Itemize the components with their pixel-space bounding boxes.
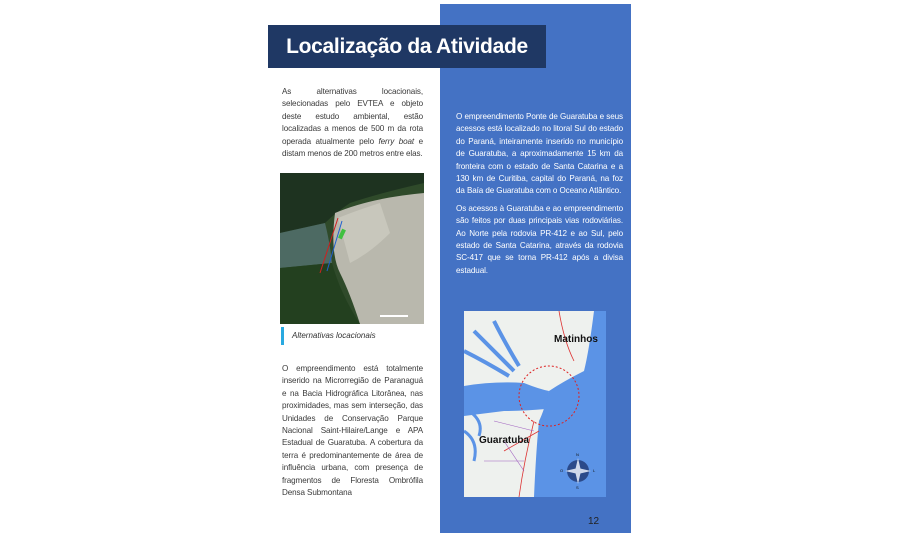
- compass-n: N: [576, 452, 579, 457]
- right-text: [456, 111, 623, 282]
- intro-text-end: e distam menos de 200 metros entre elas.: [282, 136, 423, 159]
- intro-italic: ferry boat: [378, 136, 415, 146]
- compass-e: L: [593, 468, 596, 473]
- page-number: 12: [588, 516, 600, 527]
- map-label-guaratuba: Guaratuba: [479, 435, 530, 446]
- intro-text: As alternativas locacionais, selecionadas pelo EVTEA e objeto deste estudo ambiental, estão localizadas a menos de 500 m da rota operada atualmente pelo: [282, 87, 423, 146]
- photo-caption: Alternativas locacionais: [281, 327, 376, 345]
- right-paragraph: O empreendimento Ponte de Guaratuba e seus acessos está localizado no litoral Sul do estado do Paraná, inteiramente inserido no município de Guaratuba, a aproximadamente 15 km da fronteira com o estado de Santa Catarina e a 130 km de Curitiba, capital do Paraná, na foz da Baía de Guaratuba com o Oceano Atlântico.: [456, 112, 623, 196]
- compass-s: S: [576, 485, 579, 490]
- location-map: [464, 311, 606, 497]
- map-label-matinhos: Matinhos: [554, 334, 598, 345]
- right-paragraph: Os acessos à Guaratuba e ao empreendimento são feitos por duas principais vias rodoviárias. Ao Norte pela rodovia PR-412 e ao Sul, pelo estado de Santa Catarina, através da rodovia SC-417 que se torna PR-412 após a divisa estadual.: [456, 203, 623, 275]
- aerial-photo: [280, 173, 424, 324]
- intro-paragraph: [282, 86, 423, 160]
- body-paragraph: O empreendimento está totalmente inserido na Microrregião de Paranaguá e na Bacia Hidrográfica Litorânea, nas proximidades, mas sem interseção, das Unidades de Conservação Parque Nacional Saint-Hilaire/Lange e APA Estadual de Guaratuba. A cobertura da terra é predominantemente de área de influência urbana, com presença de fragmentos de Floresta Ombrófila Densa Submontana: [282, 364, 423, 498]
- page-title: Localização da Atividade: [268, 25, 546, 68]
- compass-w: O: [560, 468, 564, 473]
